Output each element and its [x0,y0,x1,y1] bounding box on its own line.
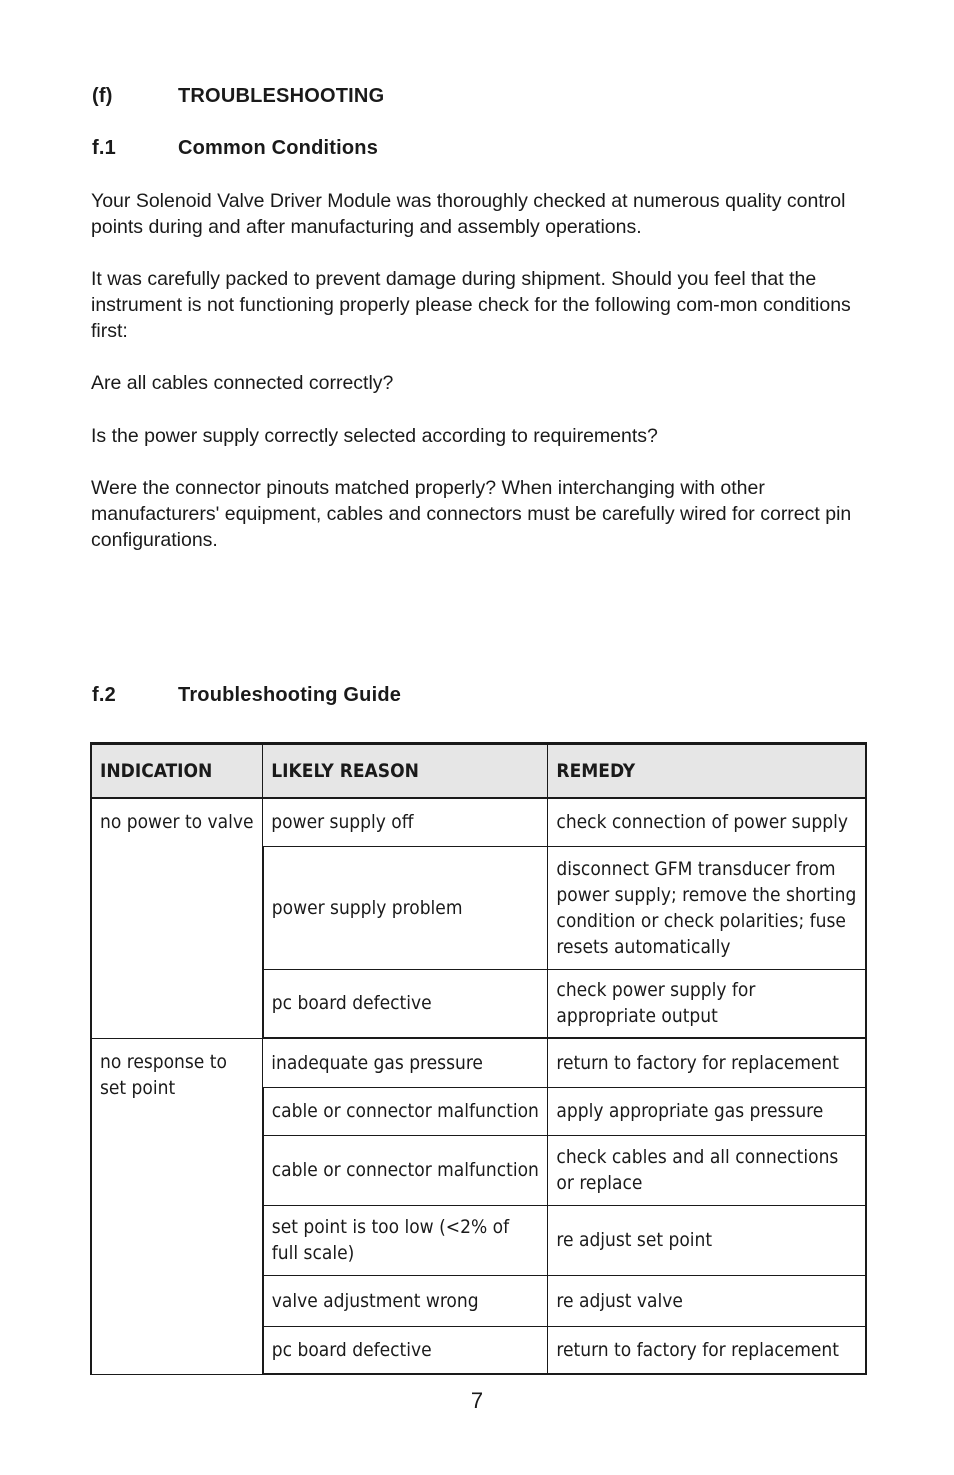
reason-cell: inadequate gas pressure [263,1038,548,1087]
remedy-cell: return to factory for replacement [548,1038,866,1087]
paragraph-packing: It was carefully packed to prevent damage during shipment. Should you feel that the instrument is not functioning properly please check for the following com-mon conditions first: [91,268,851,342]
section-title: TROUBLESHOOTING [178,85,385,107]
reason-cell: pc board defective [263,969,548,1038]
paragraph-pinouts: Were the connector pinouts matched properly? When interchanging with other manufacturers' equipment, cables and connectors must be carefully wired for correct pin configurations. [91,477,852,551]
section-number: f.1 [92,137,116,159]
paragraph-cables-question: Are all cables connected correctly? [91,372,394,394]
section-title: Common Conditions [178,137,379,159]
remedy-cell: re adjust valve [548,1275,866,1326]
reason-cell: cable or connector malfunction [263,1087,548,1135]
page-number: 7 [470,1388,484,1413]
indication-cell: no response to set point [91,1038,263,1374]
remedy-cell: check connection of power supply [548,798,866,846]
reason-cell: set point is too low (<2% of full scale) [263,1205,548,1275]
section-number: f.2 [92,684,116,706]
section-heading-f [92,85,384,108]
paragraph-power-question: Is the power supply correctly selected according to requirements? [91,425,658,447]
remedy-cell: check power supply for appropriate output [548,969,866,1038]
paragraph-intro: Your Solenoid Valve Driver Module was thoroughly checked at numerous quality control points during and after manufacturing and assembly operations. [91,190,846,238]
indication-cell: no power to valve [91,798,263,1038]
remedy-cell: apply appropriate gas pressure [548,1087,866,1135]
reason-cell: power supply problem [263,846,548,969]
reason-cell: cable or connector malfunction [263,1135,548,1205]
remedy-cell: re adjust set point [548,1205,866,1275]
remedy-cell: disconnect GFM transducer from power supply; remove the shorting condition or check polarities; fuse resets automatically [548,846,866,969]
reason-cell: power supply off [263,798,548,846]
reason-cell: pc board defective [263,1326,548,1374]
table-row [91,798,866,846]
header-indication: INDICATION [91,744,263,799]
section-heading-f2 [92,684,401,707]
troubleshooting-table [90,742,867,1375]
header-likely-reason: LIKELY REASON [263,744,548,799]
section-heading-f1 [92,137,378,160]
reason-cell: valve adjustment wrong [263,1275,548,1326]
section-number: (f) [92,85,113,107]
remedy-cell: return to factory for replacement [548,1326,866,1374]
remedy-cell: check cables and all connections or replace [548,1135,866,1205]
header-remedy: REMEDY [548,744,866,799]
table-header-row [91,744,866,799]
table-row [91,1038,866,1087]
section-title: Troubleshooting Guide [178,684,402,706]
